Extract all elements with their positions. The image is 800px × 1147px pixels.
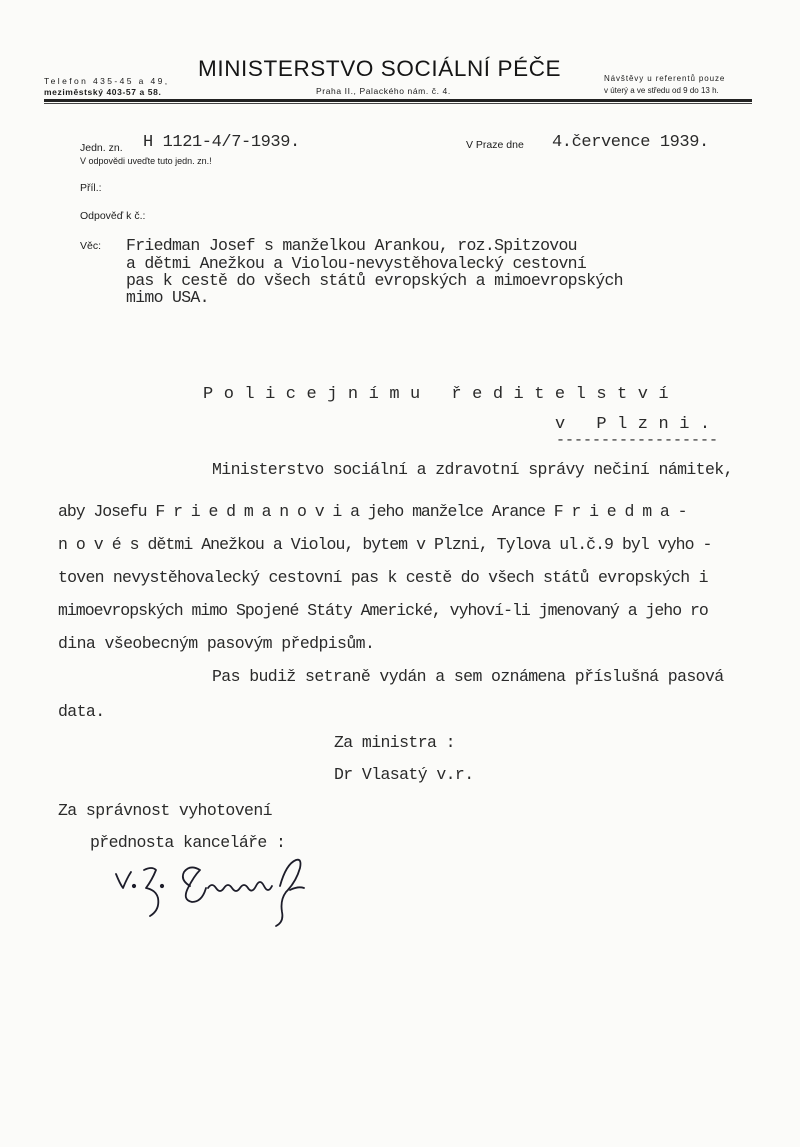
addressee-underline: ------------------ [556,432,719,449]
body-line-8: data. [58,702,105,721]
reference-number: H 1121-4/7-1939. [143,133,300,152]
reply-label: Odpověď k č.: [80,210,146,222]
letter-date: 4.července 1939. [552,133,709,152]
office-head-line: přednosta kanceláře : [90,833,286,852]
handwritten-signature [110,856,350,936]
letterhead-rule-thin [44,103,752,104]
place-label: V Praze dne [466,139,524,151]
subject-line-1: Friedman Josef s manželkou Arankou, roz.Spitzovou [126,236,577,255]
for-minister: Za ministra : [334,733,455,752]
reference-label: Jedn. zn. [80,142,123,154]
ministry-address: Praha II., Palackého nám. č. 4. [316,86,451,96]
subject-line-4: mimo USA. [126,288,209,307]
signer-name: Dr Vlasatý v.r. [334,765,474,784]
letterhead-rule [44,99,752,102]
body-line-6: dina všeobecným pasovým předpisům. [58,634,375,653]
body-line-2: aby Josefu F r i e d m a n o v i a jeho manželce Arance F r i e d m a - [58,502,687,521]
visits-line-2: v úterý a ve středu od 9 do 13 h. [604,86,719,95]
body-line-1: Ministerstvo sociální a zdravotní správy nečiní námitek, [212,460,733,479]
visits-line-1: Návštěvy u referentů pouze [604,74,726,83]
phone-line-1: Telefon 435-45 a 49, [44,76,170,86]
addressee-line-2: v Plzni. [555,415,721,434]
subject-line-3: pas k cestě do všech států evropských a mimoevropských [126,271,623,290]
subject-label: Věc: [80,240,102,252]
subject-line-2: a dětmi Anežkou a Violou-nevystěhovalecký cestovní [126,254,587,273]
body-line-5: mimoevropských mimo Spojené Státy Americké, vyhoví-li jmenovaný a jeho ro [58,601,708,620]
ministry-title: MINISTERSTVO SOCIÁLNÍ PÉČE [198,56,562,81]
certification-line: Za správnost vyhotovení [58,801,272,820]
reference-note: V odpovědi uveďte tuto jedn. zn.! [80,156,212,166]
body-line-7: Pas budiž setraně vydán a sem oznámena příslušná pasová [212,667,724,686]
body-line-4: toven nevystěhovalecký cestovní pas k cestě do všech států evropských i [58,568,708,587]
attachments-label: Příl.: [80,182,102,194]
body-line-3: n o v é s dětmi Anežkou a Violou, bytem v Plzni, Tylova ul.č.9 byl vyho - [58,535,712,554]
phone-line-2: meziměstský 403-57 a 58. [44,87,162,97]
addressee-line-1: Policejnímu ředitelství [203,385,680,404]
